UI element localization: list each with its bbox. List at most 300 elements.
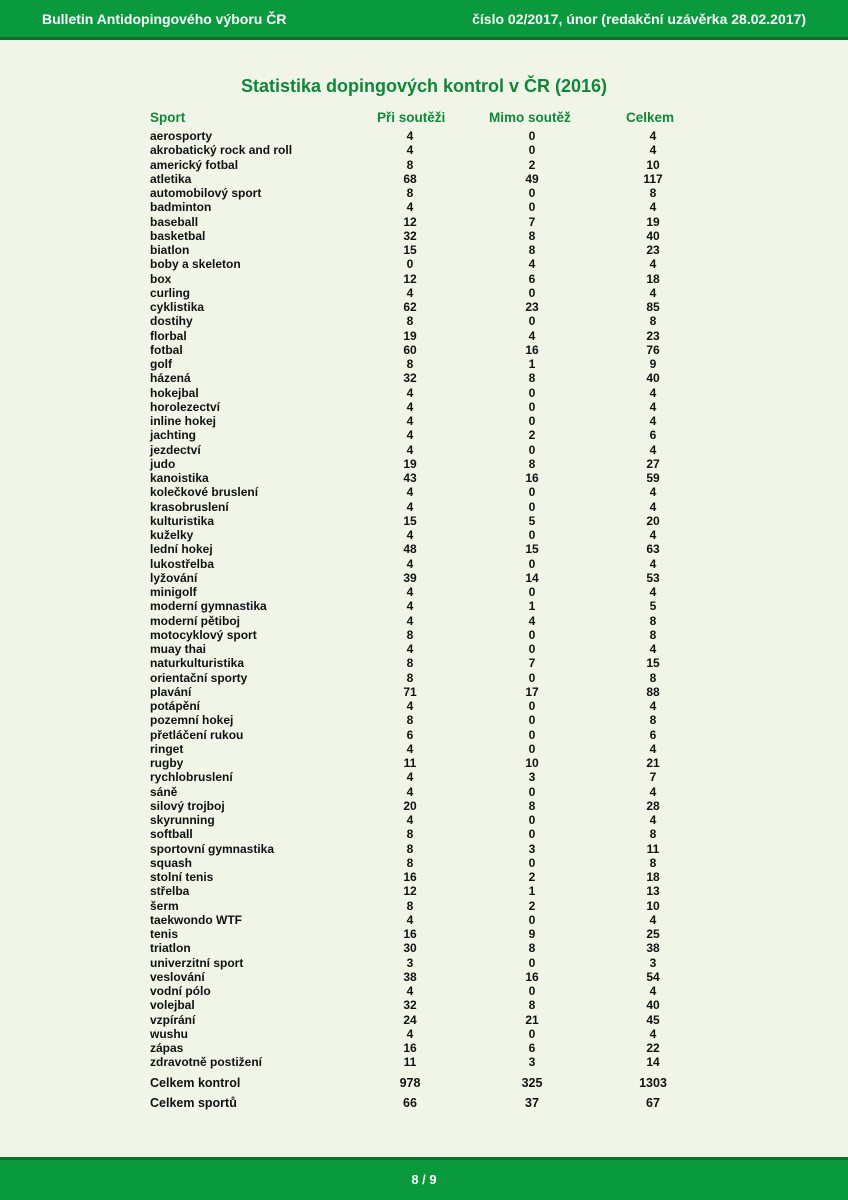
total-value: 9 [649, 357, 657, 371]
out-competition-value: 8 [528, 798, 536, 813]
table-row [0, 514, 848, 528]
table-row [0, 457, 848, 471]
total-value: 59 [646, 471, 660, 485]
total-sports-total: 67 [646, 1096, 660, 1110]
table-row [0, 200, 848, 214]
table-row [0, 842, 848, 856]
sport-name: cyklistika [150, 300, 205, 314]
sport-name: jezdectví [150, 442, 201, 457]
sport-name: akrobatický rock and roll [150, 143, 293, 158]
in-competition-value: 4 [406, 556, 414, 571]
table-row [0, 813, 848, 827]
out-competition-value: 4 [528, 328, 536, 343]
table-row [0, 656, 848, 670]
table-row [0, 158, 848, 172]
sport-name: sáně [150, 784, 178, 799]
footer-bar [0, 1157, 848, 1200]
sport-name: ringet [150, 741, 184, 756]
sport-name: lední hokej [150, 542, 213, 557]
out-competition-value: 16 [525, 969, 539, 984]
out-competition-value: 8 [528, 998, 536, 1013]
out-competition-value: 1 [528, 599, 536, 614]
total-value: 25 [646, 927, 660, 941]
out-competition-value: 14 [525, 570, 539, 585]
sport-name: vodní pólo [150, 984, 211, 998]
in-competition-value: 4 [406, 485, 414, 500]
total-value: 4 [649, 1026, 657, 1041]
out-competition-value: 0 [528, 627, 536, 642]
sport-name: florbal [150, 328, 187, 343]
total-value: 4 [649, 442, 657, 457]
out-competition-value: 4 [528, 257, 536, 272]
sport-name: aerosporty [150, 129, 213, 143]
out-competition-value: 0 [528, 984, 536, 998]
total-value: 22 [646, 1041, 660, 1055]
in-competition-value: 30 [403, 941, 417, 956]
sport-name: americký fotbal [150, 157, 239, 172]
column-header-sport: Sport [150, 110, 186, 125]
out-competition-value: 6 [528, 1041, 536, 1055]
sport-name: dostihy [150, 314, 193, 329]
table-row [0, 528, 848, 542]
sport-name: přetláčení rukou [150, 727, 244, 742]
total-controls-out: 325 [521, 1076, 543, 1090]
sport-name: softball [150, 827, 193, 842]
total-value: 6 [649, 428, 657, 443]
total-value: 4 [649, 399, 657, 414]
table-row [0, 827, 848, 841]
sport-name: orientační sporty [150, 670, 248, 685]
table-row [0, 941, 848, 955]
out-competition-value: 0 [528, 813, 536, 827]
out-competition-value: 0 [528, 727, 536, 742]
in-competition-value: 4 [406, 770, 414, 785]
sport-name: fotbal [150, 342, 183, 357]
sport-name: golf [150, 357, 172, 371]
out-competition-value: 0 [528, 585, 536, 599]
in-competition-value: 12 [403, 214, 417, 229]
total-value: 85 [646, 300, 660, 314]
total-controls-in: 978 [399, 1076, 421, 1090]
in-competition-value: 20 [403, 798, 417, 813]
out-competition-value: 0 [528, 1026, 536, 1041]
in-competition-value: 4 [406, 912, 414, 927]
table-row [0, 970, 848, 984]
out-competition-value: 16 [525, 342, 539, 357]
total-value: 4 [649, 485, 657, 500]
page-title: Statistika dopingových kontrol v ČR (2016) [240, 76, 608, 96]
out-competition-value: 2 [528, 157, 536, 172]
sport-name: wushu [150, 1026, 188, 1041]
sport-name: kulturistika [150, 513, 215, 528]
table-row [0, 884, 848, 898]
table-row [0, 770, 848, 784]
sport-name: kanoistika [150, 471, 209, 485]
total-value: 40 [646, 228, 660, 243]
table-row [0, 542, 848, 556]
in-competition-value: 4 [406, 784, 414, 799]
out-competition-value: 0 [528, 485, 536, 500]
total-value: 8 [649, 855, 657, 870]
sport-name: naturkulturistika [150, 656, 245, 671]
sport-name: kolečkové bruslení [150, 485, 259, 500]
out-competition-value: 23 [525, 300, 539, 314]
total-value: 4 [649, 285, 657, 300]
total-value: 8 [649, 827, 657, 842]
out-competition-value: 0 [528, 741, 536, 756]
sport-name: baseball [150, 214, 199, 229]
out-competition-value: 0 [528, 670, 536, 685]
total-value: 14 [646, 1055, 660, 1070]
in-competition-value: 16 [403, 870, 417, 884]
in-competition-value: 4 [406, 699, 414, 713]
in-competition-value: 4 [406, 129, 414, 143]
out-competition-value: 4 [528, 613, 536, 628]
total-value: 4 [649, 499, 657, 514]
table-row [0, 386, 848, 400]
sport-name: volejbal [150, 998, 195, 1013]
total-value: 40 [646, 998, 660, 1013]
table-row [0, 956, 848, 970]
sport-name: horolezectví [150, 399, 221, 414]
in-competition-value: 32 [403, 998, 417, 1013]
out-competition-value: 2 [528, 428, 536, 443]
sport-name: plavání [150, 684, 192, 699]
in-competition-value: 24 [403, 1012, 417, 1027]
table-row [0, 557, 848, 571]
sport-name: automobilový sport [150, 186, 262, 200]
in-competition-value: 68 [403, 171, 417, 186]
sport-name: univerzitní sport [150, 955, 244, 970]
table-row [0, 1013, 848, 1027]
table-row [0, 856, 848, 870]
table-row [0, 257, 848, 271]
table-row [0, 186, 848, 200]
header-bar [0, 0, 848, 40]
in-competition-value: 4 [406, 200, 414, 215]
sport-name: veslování [150, 969, 205, 984]
table-row [0, 713, 848, 727]
sport-name: lukostřelba [150, 556, 215, 571]
table-row [0, 129, 848, 143]
total-value: 28 [646, 798, 660, 813]
table-row [0, 742, 848, 756]
page-number: 8 / 9 [411, 1172, 437, 1187]
in-competition-value: 48 [403, 542, 417, 557]
sport-name: pozemní hokej [150, 713, 234, 728]
in-competition-value: 4 [406, 414, 414, 428]
out-competition-value: 0 [528, 699, 536, 713]
total-value: 4 [649, 813, 657, 827]
total-value: 4 [649, 385, 657, 400]
out-competition-value: 6 [528, 271, 536, 286]
total-value: 8 [649, 670, 657, 685]
in-competition-value: 39 [403, 570, 417, 585]
in-competition-value: 4 [406, 984, 414, 998]
table-row [0, 642, 848, 656]
sport-name: stolní tenis [150, 870, 214, 884]
total-value: 15 [646, 656, 660, 671]
out-competition-value: 0 [528, 855, 536, 870]
total-value: 53 [646, 570, 660, 585]
table-row [0, 799, 848, 813]
in-competition-value: 8 [406, 314, 414, 329]
sport-name: silový trojboj [150, 798, 225, 813]
table-row [0, 272, 848, 286]
sport-name: taekwondo WTF [150, 912, 242, 927]
in-competition-value: 8 [406, 898, 414, 913]
total-value: 8 [649, 713, 657, 728]
total-value: 4 [649, 984, 657, 998]
in-competition-value: 32 [403, 371, 417, 386]
sport-name: lyžování [150, 570, 198, 585]
total-value: 8 [649, 314, 657, 329]
total-value: 11 [646, 841, 660, 856]
in-competition-value: 15 [403, 243, 417, 257]
sport-name: vzpírání [150, 1012, 196, 1027]
sport-name: skyrunning [150, 813, 215, 827]
out-competition-value: 8 [528, 456, 536, 471]
in-competition-value: 8 [406, 713, 414, 728]
out-competition-value: 0 [528, 143, 536, 158]
table-row [0, 400, 848, 414]
out-competition-value: 3 [528, 841, 536, 856]
in-competition-value: 4 [406, 585, 414, 599]
sport-name: badminton [150, 200, 212, 215]
table-row [0, 756, 848, 770]
total-value: 4 [649, 912, 657, 927]
total-controls-row [0, 1076, 848, 1092]
out-competition-value: 0 [528, 442, 536, 457]
table-row [0, 671, 848, 685]
table-row [0, 357, 848, 371]
in-competition-value: 11 [403, 1055, 417, 1070]
sport-name: tenis [150, 927, 179, 941]
total-value: 23 [646, 243, 660, 257]
table-row [0, 286, 848, 300]
table-row [0, 785, 848, 799]
total-value: 4 [649, 257, 657, 272]
table-row [0, 243, 848, 257]
table-row [0, 899, 848, 913]
total-value: 13 [646, 884, 660, 899]
table-row [0, 571, 848, 585]
sport-name: biatlon [150, 243, 190, 257]
column-header-total: Celkem [626, 110, 675, 125]
out-competition-value: 0 [528, 556, 536, 571]
sport-name: boby a skeleton [150, 257, 241, 272]
total-value: 4 [649, 528, 657, 542]
table-row [0, 300, 848, 314]
sport-name: atletika [150, 171, 192, 186]
in-competition-value: 8 [406, 186, 414, 200]
total-sports-label: Celkem sportů [150, 1096, 237, 1110]
table-row [0, 585, 848, 599]
total-value: 117 [643, 171, 663, 186]
out-competition-value: 0 [528, 314, 536, 329]
out-competition-value: 0 [528, 385, 536, 400]
in-competition-value: 43 [403, 471, 417, 485]
in-competition-value: 8 [406, 670, 414, 685]
total-sports-row [0, 1096, 848, 1112]
table-row [0, 614, 848, 628]
total-controls-total: 1303 [639, 1076, 667, 1090]
total-value: 4 [649, 129, 657, 143]
out-competition-value: 5 [528, 513, 536, 528]
issue-info: číslo 02/2017, únor (redakční uzávěrka 28.02.2017) [472, 11, 806, 27]
column-header-out-competition: Mimo soutěž [489, 110, 571, 125]
in-competition-value: 4 [406, 813, 414, 827]
out-competition-value: 0 [528, 955, 536, 970]
in-competition-value: 8 [406, 157, 414, 172]
in-competition-value: 8 [406, 827, 414, 842]
out-competition-value: 0 [528, 200, 536, 215]
total-sports-out: 37 [525, 1096, 539, 1110]
table-row [0, 371, 848, 385]
total-value: 7 [649, 770, 657, 785]
in-competition-value: 32 [403, 228, 417, 243]
out-competition-value: 8 [528, 243, 536, 257]
total-value: 10 [646, 898, 660, 913]
sport-name: moderní pětiboj [150, 613, 240, 628]
table-row [0, 343, 848, 357]
table-row [0, 329, 848, 343]
sport-name: zápas [150, 1041, 184, 1055]
in-competition-value: 12 [403, 884, 417, 899]
sport-name: curling [150, 285, 191, 300]
in-competition-value: 4 [406, 442, 414, 457]
sport-name: krasobruslení [150, 499, 229, 514]
total-value: 4 [649, 699, 657, 713]
in-competition-value: 60 [403, 342, 417, 357]
out-competition-value: 10 [525, 756, 539, 770]
total-value: 20 [646, 513, 660, 528]
out-competition-value: 21 [525, 1012, 539, 1027]
total-value: 76 [646, 342, 660, 357]
in-competition-value: 15 [403, 513, 417, 528]
total-value: 4 [649, 585, 657, 599]
in-competition-value: 4 [406, 599, 414, 614]
sport-name: potápění [150, 699, 200, 713]
table-row [0, 998, 848, 1012]
sport-name: moderní gymnastika [150, 599, 267, 614]
total-value: 4 [649, 414, 657, 428]
in-competition-value: 62 [403, 300, 417, 314]
out-competition-value: 7 [528, 656, 536, 671]
table-row [0, 485, 848, 499]
total-value: 4 [649, 200, 657, 215]
in-competition-value: 4 [406, 528, 414, 542]
total-value: 18 [646, 271, 660, 286]
total-value: 21 [646, 756, 660, 770]
sport-name: inline hokej [150, 414, 217, 428]
in-competition-value: 19 [403, 328, 417, 343]
out-competition-value: 49 [525, 171, 539, 186]
in-competition-value: 8 [406, 627, 414, 642]
total-value: 27 [646, 456, 660, 471]
total-value: 6 [649, 727, 657, 742]
table-row [0, 1055, 848, 1069]
sport-name: zdravotně postižení [150, 1055, 263, 1070]
out-competition-value: 0 [528, 186, 536, 200]
out-competition-value: 0 [528, 414, 536, 428]
total-value: 4 [649, 642, 657, 656]
total-value: 10 [646, 157, 660, 172]
in-competition-value: 4 [406, 499, 414, 514]
table-row [0, 599, 848, 613]
out-competition-value: 17 [525, 684, 539, 699]
out-competition-value: 0 [528, 912, 536, 927]
total-value: 8 [649, 627, 657, 642]
in-competition-value: 4 [406, 399, 414, 414]
in-competition-value: 3 [406, 955, 414, 970]
table-row [0, 1041, 848, 1055]
in-competition-value: 4 [406, 1026, 414, 1041]
table-row [0, 172, 848, 186]
table-row [0, 870, 848, 884]
in-competition-value: 4 [406, 642, 414, 656]
sport-name: jachting [150, 428, 197, 443]
out-competition-value: 0 [528, 499, 536, 514]
total-value: 18 [646, 870, 660, 884]
sport-name: minigolf [150, 585, 197, 599]
in-competition-value: 16 [403, 1041, 417, 1055]
out-competition-value: 1 [528, 357, 536, 371]
in-competition-value: 8 [406, 841, 414, 856]
in-competition-value: 4 [406, 741, 414, 756]
out-competition-value: 2 [528, 870, 536, 884]
total-value: 88 [646, 684, 660, 699]
total-value: 45 [646, 1012, 660, 1027]
table-row [0, 728, 848, 742]
out-competition-value: 7 [528, 214, 536, 229]
out-competition-value: 9 [528, 927, 536, 941]
in-competition-value: 6 [406, 727, 414, 742]
total-value: 23 [646, 328, 660, 343]
table-row [0, 685, 848, 699]
in-competition-value: 38 [403, 969, 417, 984]
table-row [0, 913, 848, 927]
in-competition-value: 8 [406, 656, 414, 671]
sport-name: sportovní gymnastika [150, 841, 275, 856]
table-row [0, 443, 848, 457]
in-competition-value: 8 [406, 357, 414, 371]
table-row [0, 984, 848, 998]
total-value: 4 [649, 556, 657, 571]
out-competition-value: 16 [525, 471, 539, 485]
sport-name: judo [150, 456, 176, 471]
column-header-in-competition: Při soutěži [377, 110, 446, 125]
table-row [0, 628, 848, 642]
sport-name: motocyklový sport [150, 627, 257, 642]
total-value: 38 [646, 941, 660, 956]
in-competition-value: 4 [406, 613, 414, 628]
out-competition-value: 2 [528, 898, 536, 913]
out-competition-value: 8 [528, 371, 536, 386]
out-competition-value: 0 [528, 713, 536, 728]
total-value: 4 [649, 143, 657, 158]
table-row [0, 927, 848, 941]
total-value: 8 [649, 186, 657, 200]
table-row [0, 215, 848, 229]
table-row [0, 471, 848, 485]
bulletin-title: Bulletin Antidopingového výboru ČR [42, 11, 287, 27]
out-competition-value: 8 [528, 228, 536, 243]
total-value: 19 [646, 214, 660, 229]
table-row [0, 414, 848, 428]
total-value: 3 [649, 955, 657, 970]
sport-name: kuželky [150, 528, 194, 542]
